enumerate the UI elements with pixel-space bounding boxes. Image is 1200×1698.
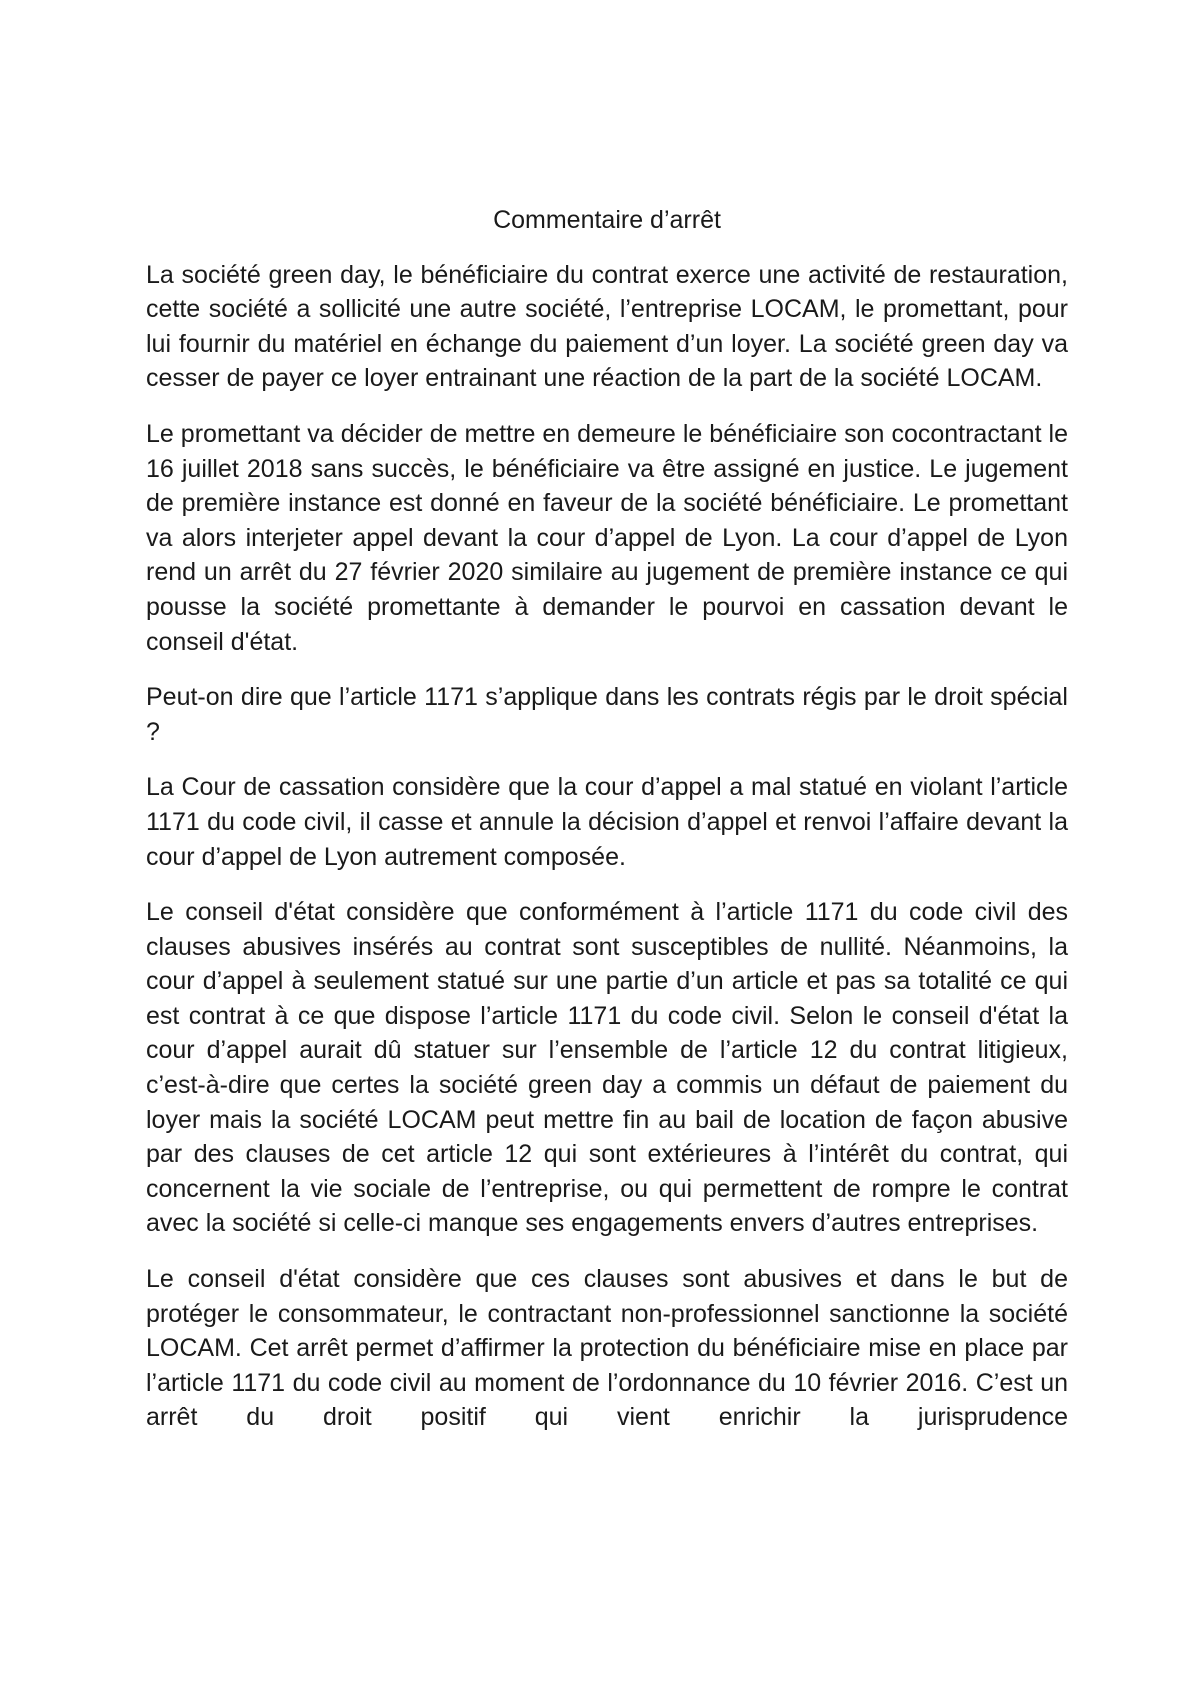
paragraph-legal-question: Peut-on dire que l’article 1171 s’applique dans les contrats régis par le droit spécial ? [146,683,1068,746]
paragraph-procedure: Le promettant va décider de mettre en demeure le bénéficiaire son cocontractant le 16 juillet 2018 sans succès, le bénéficiaire va être assigné en justice. Le jugement de première instance est donné en faveur de la société bénéficiaire. Le promettant va alors interjeter appel devant la cour d’appel de Lyon. La cour d’appel de Lyon rend un arrêt du 27 février 2020 similaire au jugement de première instance ce qui pousse la société promettante à demander le pourvoi en cassation devant le conseil d'état. [146,419,1068,656]
document-title: Commentaire d’arrêt [493,206,721,234]
paragraph-reasoning: Le conseil d'état considère que conformément à l’article 1171 du code civil des clauses abusives insérés au contrat sont susceptibles de nullité. Néanmoins, la cour d’appel à seulement statué sur une partie d’un article et pas sa totalité ce qui est contrat à ce que dispose l’article 1171 du code civil. Selon le conseil d'état la cour d’appel aurait dû statuer sur l’ensemble de l’article 12 du contrat litigieux, c’est-à-dire que certes la société green day a commis un défaut de paiement du loyer mais la société LOCAM peut mettre fin au bail de location de façon abusive par des clauses de cet article 12 qui sont extérieures à l’intérêt du contrat, qui concernent la vie sociale de l’entreprise, ou qui permettent de rompre le contrat avec la société si celle-ci manque ses engagements envers d’autres entreprises. [146,898,1068,1238]
paragraph-court-decision: La Cour de cassation considère que la cour d’appel a mal statué en violant l’article 1171 du code civil, il casse et annule la décision d’appel et renvoi l’affaire devant la cour d’appel de Lyon autrement composée. [146,773,1068,871]
document-page [146,203,1068,1435]
paragraph-facts: La société green day, le bénéficiaire du contrat exerce une activité de restauration, cette société a sollicité une autre société, l’entreprise LOCAM, le promettant, pour lui fournir du matériel en échange du paiement d’un loyer. La société green day va cesser de payer ce loyer entrainant une réaction de la part de la société LOCAM. [146,260,1068,393]
paragraph-conclusion: Le conseil d'état considère que ces clauses sont abusives et dans le but de protéger le consommateur, le contractant non-professionnel sanctionne la société LOCAM. Cet arrêt permet d’affirmer la protection du bénéficiaire mise en place par l’article 1171 du code civil au moment de l’ordonnance du 10 février 2016. C’est un arrêt du droit positif qui vient enrichir la jurisprudence [146,1265,1068,1432]
